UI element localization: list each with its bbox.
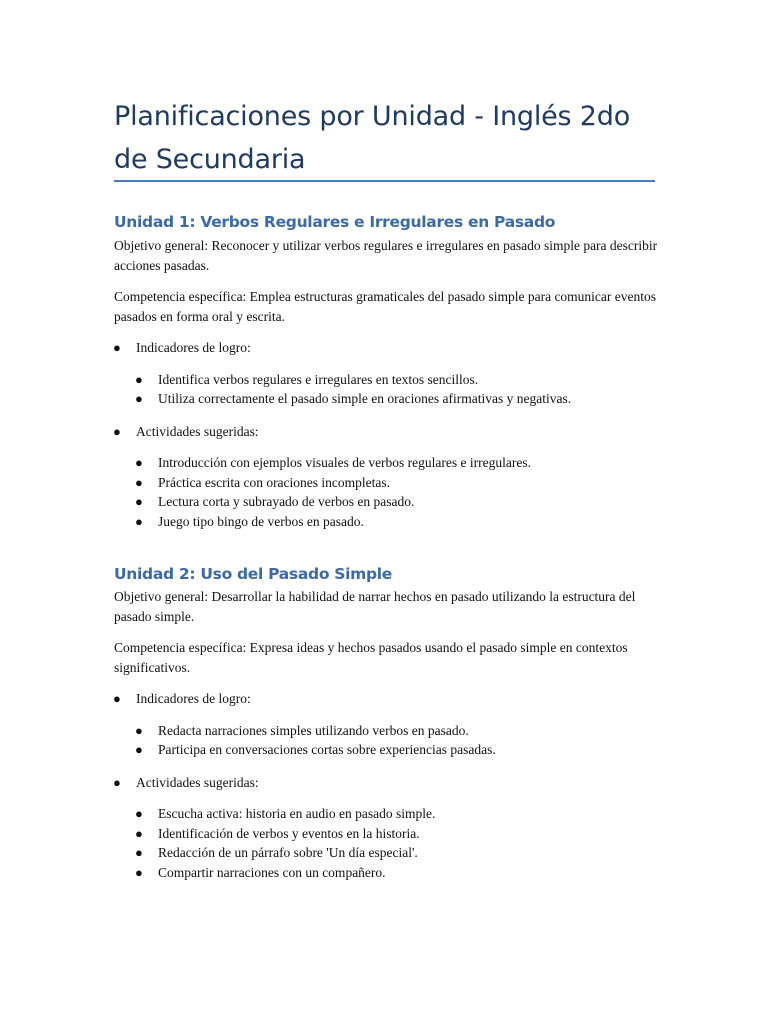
- bullet-icon: ●: [135, 742, 143, 757]
- unit-1-section: [114, 212, 659, 531]
- indicator-text: Identifica verbos regulares e irregulares en textos sencillos.: [158, 371, 479, 387]
- activity-text: Escucha activa: historia en audio en pasado simple.: [158, 806, 436, 821]
- activities-sublist: [114, 453, 659, 531]
- indicator-item: [114, 389, 659, 409]
- unit-heading: Unidad 1: Verbos Regulares e Irregulares en Pasado: [114, 213, 556, 231]
- activity-text: Lectura corta y subrayado de verbos en pasado.: [158, 494, 415, 509]
- document-title: Planificaciones por Unidad - Inglés 2do de Secundaria: [114, 101, 631, 175]
- title-underline-rule: [114, 180, 655, 182]
- bullet-icon: ●: [135, 474, 143, 490]
- indicator-item: [114, 721, 659, 741]
- bullet-icon: ●: [135, 494, 143, 509]
- unit-competence: Competencia específica: Expresa ideas y hechos pasados usando el pasado simple en contextos significativos.: [114, 640, 628, 675]
- unit-objective: Objetivo general: Desarrollar la habilidad de narrar hechos en pasado utilizando la estructura del pasado simple.: [114, 589, 636, 624]
- bullet-icon: ●: [113, 691, 121, 706]
- indicator-text: Utiliza correctamente el pasado simple en oraciones afirmativas y negativas.: [158, 391, 572, 406]
- activity-text: Introducción con ejemplos visuales de verbos regulares e irregulares.: [158, 455, 531, 470]
- activity-item: [114, 453, 659, 473]
- indicator-item: [114, 370, 659, 390]
- activities-label: Actividades sugeridas:: [136, 423, 259, 439]
- activity-text: Juego tipo bingo de verbos en pasado.: [158, 513, 364, 529]
- activity-item: [114, 824, 659, 844]
- bullet-icon: ●: [135, 722, 143, 738]
- bullet-icon: ●: [135, 825, 143, 841]
- indicators-list-item: [114, 338, 659, 358]
- activity-item: [114, 863, 659, 883]
- unit-competence: Competencia específica: Emplea estructuras gramaticales del pasado simple para comunicar eventos pasados en forma oral y escrita.: [114, 289, 657, 324]
- indicators-label: Indicadores de logro:: [136, 340, 251, 355]
- activities-sublist: [114, 804, 659, 882]
- bullet-icon: ●: [113, 774, 121, 790]
- bullet-icon: ●: [113, 340, 121, 355]
- indicators-label: Indicadores de logro:: [136, 691, 251, 706]
- activity-text: Compartir narraciones con un compañero.: [158, 864, 386, 880]
- activity-text: Redacción de un párrafo sobre 'Un día especial'.: [158, 845, 418, 860]
- activity-item: [114, 843, 659, 863]
- indicator-text: Participa en conversaciones cortas sobre experiencias pasadas.: [158, 742, 496, 757]
- bullet-icon: ●: [135, 845, 143, 860]
- unit-heading: Unidad 2: Uso del Pasado Simple: [114, 565, 393, 583]
- bullet-icon: ●: [135, 455, 143, 470]
- activities-label: Actividades sugeridas:: [136, 774, 259, 790]
- bullet-icon: ●: [113, 423, 121, 439]
- activity-item: [114, 512, 659, 532]
- bullet-icon: ●: [135, 864, 143, 880]
- bullet-icon: ●: [135, 513, 143, 529]
- bullet-icon: ●: [135, 806, 143, 821]
- activity-text: Identificación de verbos y eventos en la historia.: [158, 825, 420, 841]
- indicators-sublist: [114, 721, 659, 760]
- indicators-list-item: [114, 689, 659, 709]
- activity-item: [114, 492, 659, 512]
- activities-list-item: [114, 773, 659, 793]
- indicators-sublist: [114, 370, 659, 409]
- activities-list-item: [114, 422, 659, 442]
- activity-item: [114, 804, 659, 824]
- activity-item: [114, 473, 659, 493]
- unit-2-section: [114, 564, 659, 882]
- bullet-icon: ●: [135, 391, 143, 406]
- indicator-item: [114, 740, 659, 760]
- unit-objective: Objetivo general: Reconocer y utilizar verbos regulares e irregulares en pasado simple para describir acciones pasadas.: [114, 238, 658, 273]
- indicator-text: Redacta narraciones simples utilizando verbos en pasado.: [158, 722, 469, 738]
- activity-text: Práctica escrita con oraciones incompletas.: [158, 474, 391, 490]
- bullet-icon: ●: [135, 371, 143, 387]
